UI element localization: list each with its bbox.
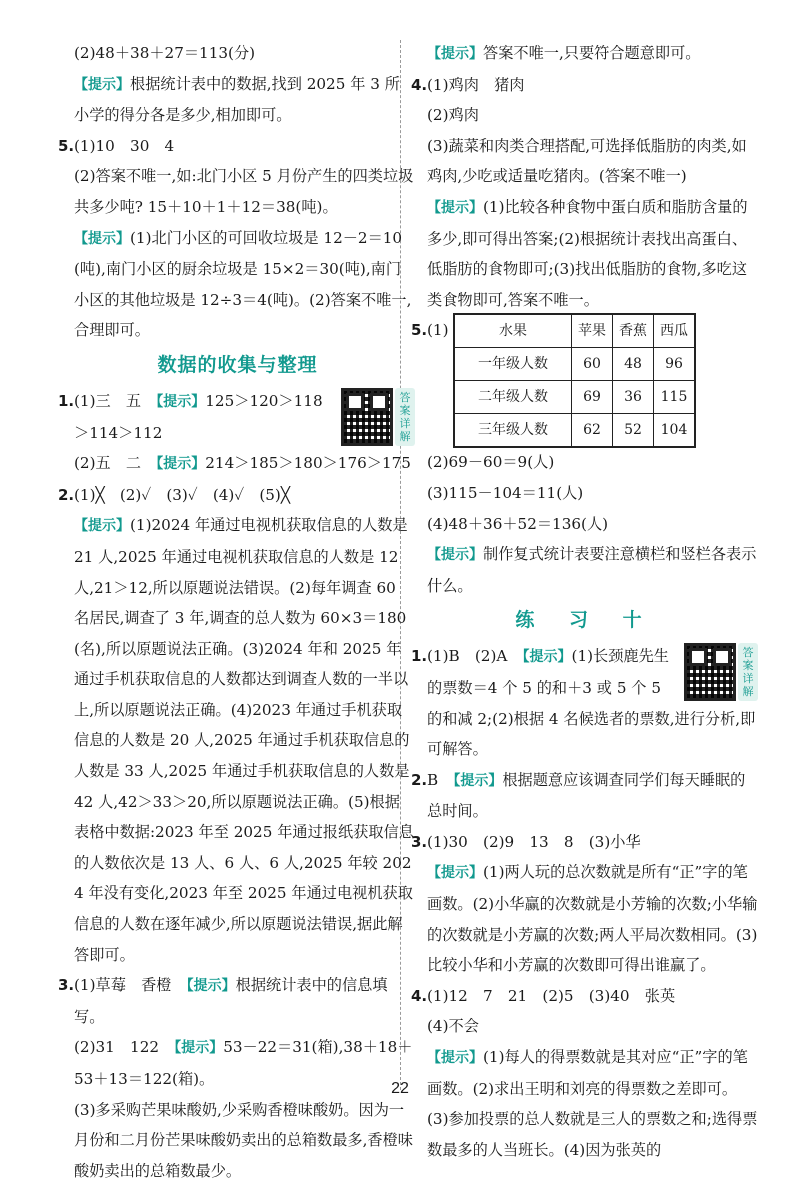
answer-label: (1) [427,321,449,340]
answer-line: (3)115－104＝11(人) [427,483,584,502]
hint-paragraph: 【提示】(1)北门小区的可回收垃圾是 12－2＝10(吨),南门小区的厨余垃圾是 15×2＝30(吨),南门小区的其他垃圾是 12÷3＝4(吨)。(2)答案不唯一,合理即可。 [74,228,412,340]
answer-line: (2)答案不唯一,如:北门小区 5 月份产生的四类垃圾共多少吨? 15＋10＋1＋12＝38(吨)。 [74,167,414,216]
qr-code-icon[interactable] [341,388,393,446]
hint-paragraph: 【提示】(1)2024 年通过电视机获取信息的人数是 21 人,2025 年通过电视机获取信息的人数是 12 人,21＞12,所以原题说法错误。(2)每年调查 60 名居民,调查了 3 年,调查的总人数为 60×3＝180(名),所以原题说法正确。(3)2024 年和 2025 年通过手机获取信息的人数都达到调查人数的一半以上,所以原题说法正确。(4)2023 年通过手机获取信息的人数是 20 人,2025 年通过手机获取信息的人数是 33 人,2025 年通过手机获取信息的人数是 42 人,42＞33＞20,所以原题说法正确。(5)根据表格中数据:2023 年至 2025 年通过报纸获取信息的人数依次是 13 人、6 人、6 人,2025 年较 2024 年没有变化,2023 年至 2025 年通过电视机获取信息的人数在逐年减少,所以原题说法错误,据此解答即可。 [74,516,414,964]
question-3: 3.(1)30 (2)9 13 8 (3)小华 [411,832,641,851]
question-5-table-block: 5.(1) 水果 苹果 香蕉 西瓜 一年级人数 60 48 96 二年级人数 69 36 115 三年级人数 62 52 104 [413,315,758,447]
question-2: 2.B 【提示】根据题意应该调查同学们每天睡眠的总时间。 [411,770,746,821]
section-title-exercise-ten: 练 习 十 [515,609,656,632]
hint-paragraph: 【提示】(1)每人的得票数就是其对应“正”字的笔画数。(2)求出王明和刘亮的得票数之差即可。(3)参加投票的总人数就是三人的票数之和;选得票数最多的人当班长。(4)因为张英的 [427,1048,758,1159]
answer-line: (3)蔬菜和肉类合理搭配,可选择低脂肪的肉类,如鸡肉,少吃或适量吃猪肉。(答案不唯一) [427,136,747,186]
hint-paragraph: 【提示】(1)两人玩的总次数就是所有“正”字的笔画数。(2)小华赢的次数就是小芳输的次数;小华输的次数就是小芳赢的次数;两人平局次数相同。(3)比较小华和小芳赢的次数即可得出谁赢了。 [427,863,758,975]
hint-paragraph: 【提示】制作复式统计表要注意横栏和竖栏各表示什么。 [427,545,757,595]
qr-answer-tag: 答案详解 [738,643,758,701]
table-cell: 一年级人数 [454,348,572,381]
answer-line: (2)69－60＝9(人) [427,453,555,472]
answer-line: (2)五 二 【提示】214＞185＞180＞176＞175 [74,454,411,473]
qr-code-icon[interactable] [684,643,736,701]
hint-paragraph: 【提示】(1)比较各种食物中蛋白质和脂肪含量的多少,即可得出答案;(2)根据统计表找出高蛋白、低脂肪的食物即可;(3)找出低脂肪的食物,多吃这类食物即可,答案不唯一。 [427,197,748,309]
section-title-data-collection: 数据的收集与整理 [157,353,318,376]
table-header-cell: 苹果 [572,314,613,348]
hint-label: 【提示】 [74,76,130,93]
question-1: 1.(1)B (2)A 【提示】(1)长颈鹿先生的票数＝4 个 5 的和＋3 或 5 个 5 的和减 2;(2)根据 4 名候选者的票数,进行分析,即可解答。 [411,647,756,759]
question-4: 4.(1)12 7 21 (2)5 (3)40 张英 [411,986,676,1005]
table-cell: 104 [654,414,696,448]
question-4: 4.(1)鸡肉 猪肉 [411,75,525,94]
table-header-cell: 水果 [454,314,572,348]
table-row [454,381,695,414]
table-header-row [454,314,695,348]
question-3: 3.(1)草莓 香橙 【提示】根据统计表中的信息填写。 [58,976,388,1026]
fruit-survey-table [453,313,696,448]
hint-paragraph: 【提示】根据统计表中的数据,找到 2025 年 3 所小学的得分各是多少,相加即可。 [74,74,400,125]
answer-line: (2)48＋38＋27＝113(分) [74,44,256,62]
table-header-cell: 西瓜 [654,314,696,348]
table-row [454,414,695,448]
answer-line: (3)多采购芒果味酸奶,少采购香橙味酸奶。因为一月份和二月份芒果味酸奶卖出的总箱数最多,香橙味酸奶卖出的总箱数最少。 [74,1100,413,1180]
answer-line: (4)不会 [427,1017,479,1036]
right-column [413,38,758,1165]
page-number: 22 [391,1080,409,1097]
left-column [60,38,415,1186]
table-cell: 48 [613,348,654,381]
table-row [454,348,695,381]
table-cell: 69 [572,381,613,414]
table-cell: 二年级人数 [454,381,572,414]
table-cell: 62 [572,414,613,448]
question-2: 2.(1)╳ (2)✓ (3)✓ (4)✓ (5)╳ [58,485,290,504]
question-5: 5.(1)10 30 4 [58,136,175,155]
answer-line: (2)31 122 【提示】53－22＝31(箱),38＋18＋53＋13＝122(箱)。 [74,1038,413,1088]
table-cell: 60 [572,348,613,381]
table-cell: 36 [613,381,654,414]
qr-answer-tag: 答案详解 [395,388,415,446]
question-1: 1.(1)三 五 【提示】125＞120＞118＞114＞112 [58,391,323,442]
table-cell: 52 [613,414,654,448]
table-header-cell: 香蕉 [613,314,654,348]
table-cell: 115 [654,381,696,414]
qr-code-block[interactable] [341,388,415,446]
qr-code-block[interactable] [684,643,758,701]
answer-line: (4)48＋36＋52＝136(人) [427,514,609,533]
answer-line: (2)鸡肉 [427,106,479,125]
hint-paragraph: 【提示】答案不唯一,只要符合题意即可。 [427,44,701,62]
table-cell: 96 [654,348,696,381]
table-cell: 三年级人数 [454,414,572,448]
